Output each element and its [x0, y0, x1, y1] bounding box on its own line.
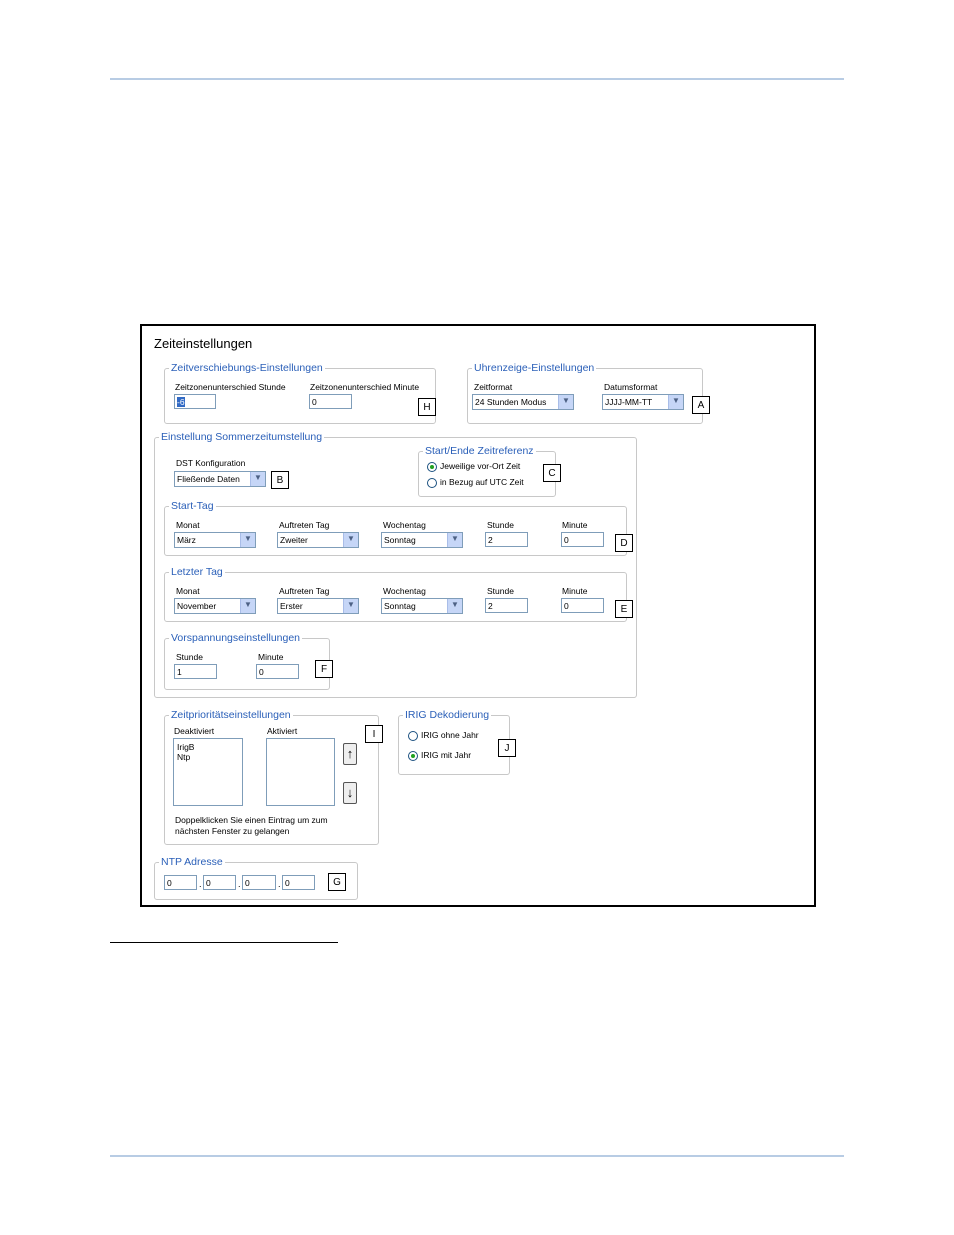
time-offset-group — [164, 362, 436, 424]
chevron-down-icon: ▼ — [343, 533, 358, 547]
ntp-legend: NTP Adresse — [161, 856, 223, 868]
callout-f: F — [315, 660, 333, 678]
end-occurrence-dropdown[interactable] — [277, 598, 359, 614]
chevron-down-icon: ▼ — [668, 395, 683, 409]
date-format-label: Datumsformat — [604, 382, 658, 392]
end-weekday-dropdown[interactable] — [381, 598, 463, 614]
bias-minute-input[interactable]: 0 — [256, 664, 299, 679]
time-reference-legend: Start/Ende Zeitreferenz — [425, 445, 534, 457]
start-weekday-dropdown[interactable] — [381, 532, 463, 548]
end-day-legend: Letzter Tag — [171, 566, 223, 578]
irig-group — [398, 709, 510, 775]
start-hour-input[interactable]: 2 — [485, 532, 528, 547]
active-list-label: Aktiviert — [267, 726, 298, 736]
irig-no-year-radio[interactable] — [408, 731, 418, 741]
start-weekday-label: Wochentag — [383, 520, 426, 530]
disabled-listbox[interactable] — [173, 738, 243, 806]
dst-config-label: DST Konfiguration — [176, 458, 246, 468]
callout-a: A — [692, 396, 710, 414]
callout-c: C — [543, 464, 561, 482]
end-month-value: November — [177, 601, 217, 611]
start-hour-label: Stunde — [487, 520, 514, 530]
time-settings-panel — [140, 324, 816, 907]
offset-minute-label: Zeitzonenunterschied Minute — [310, 382, 420, 392]
irig-legend: IRIG Dekodierung — [405, 709, 490, 721]
dst-config-dropdown[interactable] — [174, 471, 266, 487]
chevron-down-icon: ▼ — [240, 599, 255, 613]
end-minute-input[interactable]: 0 — [561, 598, 604, 613]
time-offset-legend: Zeitverschiebungs-Einstellungen — [171, 362, 323, 374]
end-occurrence-value: Erster — [280, 601, 303, 611]
chevron-down-icon: ▼ — [343, 599, 358, 613]
dst-config-value: Fließende Daten — [177, 474, 240, 484]
chevron-down-icon: ▼ — [558, 395, 573, 409]
bias-hour-input[interactable]: 1 — [174, 664, 217, 679]
bias-minute-label: Minute — [258, 652, 284, 662]
callout-g: G — [328, 873, 346, 891]
bias-hour-label: Stunde — [176, 652, 203, 662]
clock-display-group — [467, 362, 703, 424]
irig-no-year-label: IRIG ohne Jahr — [421, 730, 479, 740]
start-minute-input[interactable]: 0 — [561, 532, 604, 547]
priority-hint-line2: nächsten Fenster zu gelangen — [175, 826, 290, 836]
footer-rule — [110, 1155, 844, 1157]
end-month-label: Monat — [176, 586, 200, 596]
ntp-octet-2-input[interactable]: 0 — [203, 875, 236, 890]
footnote-rule — [110, 942, 338, 943]
callout-i: I — [365, 725, 383, 743]
reference-utc-radio[interactable] — [427, 478, 437, 488]
end-occurrence-label: Auftreten Tag — [279, 586, 330, 596]
callout-d: D — [615, 534, 633, 552]
chevron-down-icon: ▼ — [447, 599, 462, 613]
priority-hint-line1: Doppelklicken Sie einen Eintrag um zum — [175, 815, 328, 825]
disabled-list-label: Deaktiviert — [174, 726, 215, 736]
start-occurrence-dropdown[interactable] — [277, 532, 359, 548]
ntp-separator: . — [278, 879, 281, 889]
ntp-octet-1-input[interactable]: 0 — [164, 875, 197, 890]
end-weekday-value: Sonntag — [384, 601, 416, 611]
irig-with-year-radio[interactable] — [408, 751, 418, 761]
list-item[interactable]: IrigB — [177, 742, 195, 752]
irig-with-year-label: IRIG mit Jahr — [421, 750, 472, 760]
reference-local-label: Jeweilige vor-Ort Zeit — [440, 461, 521, 471]
time-reference-group — [418, 445, 556, 497]
ntp-octet-4-input[interactable]: 0 — [282, 875, 315, 890]
start-day-legend: Start-Tag — [171, 500, 214, 512]
end-weekday-label: Wochentag — [383, 586, 426, 596]
date-format-value: JJJJ-MM-TT — [605, 397, 653, 407]
end-month-dropdown[interactable] — [174, 598, 256, 614]
start-weekday-value: Sonntag — [384, 535, 416, 545]
priority-legend: Zeitprioritätseinstellungen — [171, 709, 291, 721]
header-rule — [110, 78, 844, 80]
offset-minute-input[interactable]: 0 — [309, 394, 352, 409]
callout-b: B — [271, 471, 289, 489]
ntp-octet-3-input[interactable]: 0 — [242, 875, 276, 890]
callout-e: E — [615, 600, 633, 618]
ntp-separator: . — [199, 879, 202, 889]
clock-display-legend: Uhrenzeige-Einstellungen — [474, 362, 595, 374]
move-down-button[interactable] — [343, 782, 357, 804]
start-month-dropdown[interactable] — [174, 532, 256, 548]
move-up-button[interactable] — [343, 743, 357, 765]
end-hour-input[interactable]: 2 — [485, 598, 528, 613]
panel-title: Zeiteinstellungen — [154, 336, 253, 351]
start-occurrence-value: Zweiter — [280, 535, 308, 545]
reference-utc-label: in Bezug auf UTC Zeit — [440, 477, 524, 487]
list-item[interactable]: Ntp — [177, 752, 191, 762]
chevron-down-icon: ▼ — [240, 533, 255, 547]
reference-local-radio[interactable] — [427, 462, 437, 472]
ntp-separator: . — [238, 879, 241, 889]
time-format-dropdown[interactable] — [472, 394, 574, 410]
end-minute-label: Minute — [562, 586, 588, 596]
start-month-value: März — [177, 535, 196, 545]
end-hour-label: Stunde — [487, 586, 514, 596]
offset-hour-label: Zeitzonenunterschied Stunde — [175, 382, 286, 392]
start-month-label: Monat — [176, 520, 200, 530]
date-format-dropdown[interactable] — [602, 394, 684, 410]
dst-legend: Einstellung Sommerzeitumstellung — [161, 431, 323, 443]
offset-hour-input[interactable] — [174, 394, 216, 409]
callout-h: H — [418, 398, 436, 416]
chevron-down-icon: ▼ — [250, 472, 265, 486]
callout-j: J — [498, 739, 516, 757]
chevron-down-icon: ▼ — [447, 533, 462, 547]
start-occurrence-label: Auftreten Tag — [279, 520, 330, 530]
active-listbox[interactable] — [266, 738, 335, 806]
time-format-label: Zeitformat — [474, 382, 513, 392]
start-minute-label: Minute — [562, 520, 588, 530]
bias-legend: Vorspannungseinstellungen — [171, 632, 301, 644]
offset-hour-value: -6 — [177, 397, 185, 407]
arrow-up-icon: ↑ — [346, 746, 354, 761]
time-format-value: 24 Stunden Modus — [475, 397, 547, 407]
arrow-down-icon: ↓ — [346, 785, 354, 800]
